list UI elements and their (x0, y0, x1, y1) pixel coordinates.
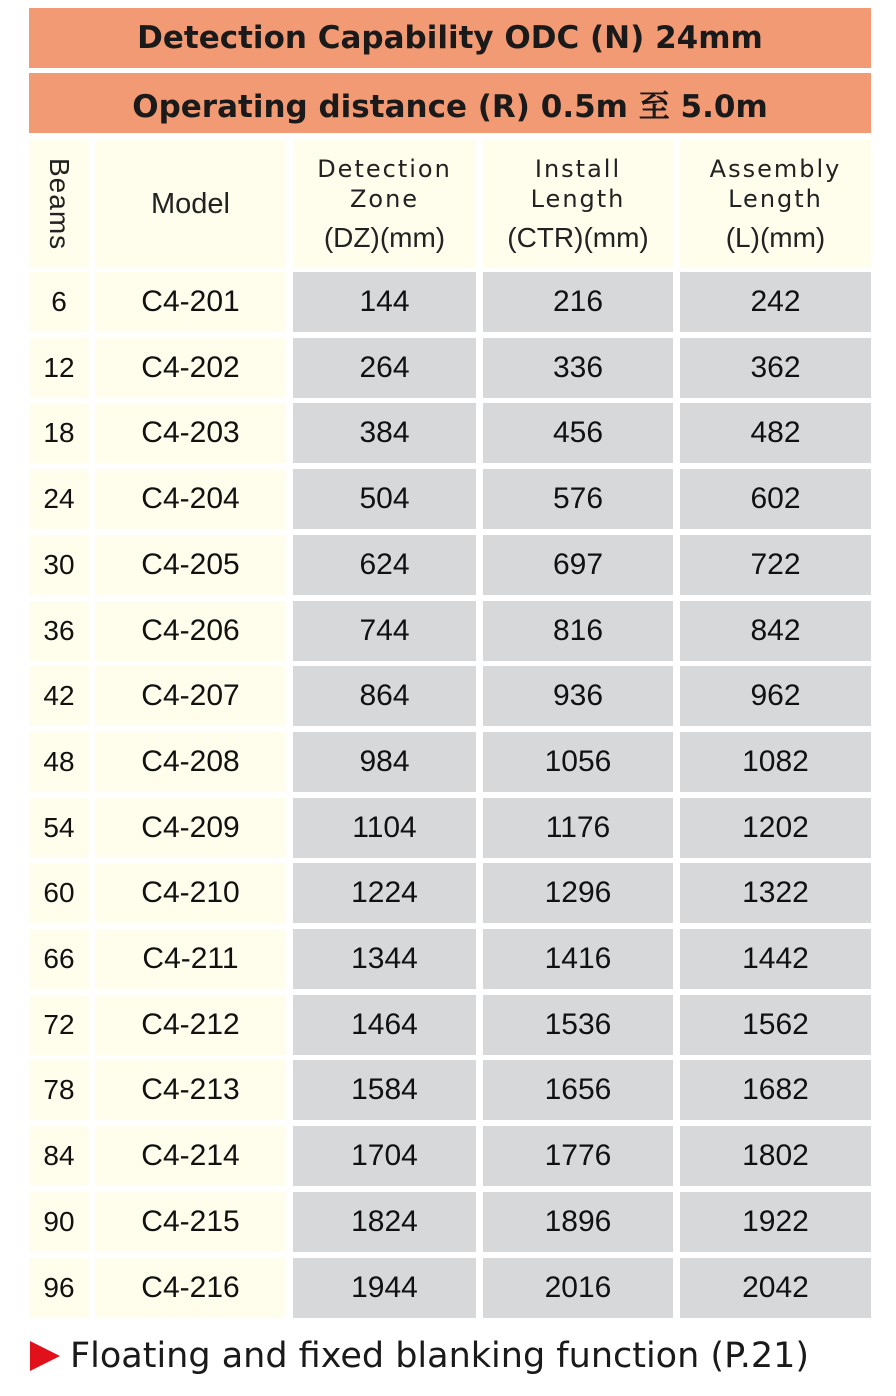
assembly-length-cell: 1802 (680, 1126, 871, 1186)
detection-zone-cell: 1704 (293, 1126, 476, 1186)
header-beams-label: Beams (44, 157, 75, 251)
install-length-cell: 1776 (483, 1126, 673, 1186)
beams-cell: 90 (29, 1192, 89, 1252)
install-length-cell: 1176 (483, 798, 673, 858)
detection-zone-cell: 1584 (293, 1060, 476, 1120)
model-cell: C4-214 (95, 1126, 286, 1186)
footer-note (30, 1332, 809, 1380)
beams-cell: 18 (29, 403, 89, 463)
assembly-length-cell: 842 (680, 601, 871, 661)
header-detection-zone-unit: (DZ)(mm) (323, 222, 446, 253)
assembly-length-cell: 1322 (680, 863, 871, 923)
model-cell: C4-206 (95, 601, 286, 661)
install-length-cell: 1416 (483, 929, 673, 989)
beams-cell: 12 (29, 338, 89, 398)
model-cell: C4-203 (95, 403, 286, 463)
install-length-cell: 216 (483, 272, 673, 332)
assembly-length-cell: 362 (680, 338, 871, 398)
model-cell: C4-204 (95, 469, 286, 529)
install-length-cell: 576 (483, 469, 673, 529)
beams-cell: 48 (29, 732, 89, 792)
header-detection-zone-title: Detection Zone (317, 155, 452, 213)
model-cell: C4-209 (95, 798, 286, 858)
header-model-label: Model (151, 187, 230, 220)
header-install-length (483, 140, 673, 268)
header-install-length-unit: (CTR)(mm) (507, 222, 649, 253)
header-model (95, 140, 286, 268)
model-cell: C4-213 (95, 1060, 286, 1120)
beams-cell: 84 (29, 1126, 89, 1186)
assembly-length-cell: 2042 (680, 1258, 871, 1318)
model-cell: C4-212 (95, 995, 286, 1055)
detection-zone-cell: 864 (293, 666, 476, 726)
header-assembly-length (680, 140, 871, 268)
install-length-cell: 336 (483, 338, 673, 398)
beams-cell: 6 (29, 272, 89, 332)
assembly-length-cell: 1682 (680, 1060, 871, 1120)
assembly-length-cell: 1562 (680, 995, 871, 1055)
detection-zone-cell: 1464 (293, 995, 476, 1055)
detection-zone-cell: 1824 (293, 1192, 476, 1252)
red-triangle-icon (30, 1341, 60, 1371)
model-cell: C4-207 (95, 666, 286, 726)
beams-cell: 24 (29, 469, 89, 529)
model-cell: C4-210 (95, 863, 286, 923)
model-cell: C4-202 (95, 338, 286, 398)
detection-zone-cell: 384 (293, 403, 476, 463)
model-cell: C4-211 (95, 929, 286, 989)
assembly-length-cell: 962 (680, 666, 871, 726)
install-length-cell: 936 (483, 666, 673, 726)
model-cell: C4-205 (95, 535, 286, 595)
header-detection-zone (293, 140, 476, 268)
assembly-length-cell: 482 (680, 403, 871, 463)
beams-cell: 42 (29, 666, 89, 726)
model-cell: C4-215 (95, 1192, 286, 1252)
assembly-length-cell: 1922 (680, 1192, 871, 1252)
install-length-cell: 1656 (483, 1060, 673, 1120)
detection-zone-cell: 144 (293, 272, 476, 332)
install-length-cell: 816 (483, 601, 673, 661)
install-length-cell: 697 (483, 535, 673, 595)
table-subtitle: Operating distance (R) 0.5m 至 5.0m (29, 73, 871, 133)
detection-zone-cell: 504 (293, 469, 476, 529)
detection-zone-cell: 744 (293, 601, 476, 661)
beams-cell: 36 (29, 601, 89, 661)
detection-zone-cell: 1104 (293, 798, 476, 858)
install-length-cell: 2016 (483, 1258, 673, 1318)
assembly-length-cell: 1202 (680, 798, 871, 858)
table-title: Detection Capability ODC (N) 24mm (29, 8, 871, 68)
footer-text: Floating and fixed blanking function (P.21) (70, 1336, 810, 1376)
model-cell: C4-216 (95, 1258, 286, 1318)
assembly-length-cell: 602 (680, 469, 871, 529)
detection-zone-cell: 984 (293, 732, 476, 792)
assembly-length-cell: 722 (680, 535, 871, 595)
detection-zone-cell: 1344 (293, 929, 476, 989)
install-length-cell: 1896 (483, 1192, 673, 1252)
detection-zone-cell: 1944 (293, 1258, 476, 1318)
detection-zone-cell: 1224 (293, 863, 476, 923)
install-length-cell: 1296 (483, 863, 673, 923)
beams-cell: 96 (29, 1258, 89, 1318)
detection-zone-cell: 264 (293, 338, 476, 398)
beams-cell: 60 (29, 863, 89, 923)
detection-zone-cell: 624 (293, 535, 476, 595)
install-length-cell: 1536 (483, 995, 673, 1055)
assembly-length-cell: 1082 (680, 732, 871, 792)
header-assembly-length-unit: (L)(mm) (725, 222, 826, 253)
install-length-cell: 456 (483, 403, 673, 463)
model-cell: C4-208 (95, 732, 286, 792)
beams-cell: 66 (29, 929, 89, 989)
beams-cell: 54 (29, 798, 89, 858)
header-install-length-title: Install Length (530, 155, 626, 213)
beams-cell: 72 (29, 995, 89, 1055)
model-cell: C4-201 (95, 272, 286, 332)
header-assembly-length-title: Assembly Length (709, 155, 842, 213)
assembly-length-cell: 242 (680, 272, 871, 332)
beams-cell: 30 (29, 535, 89, 595)
header-beams (29, 140, 89, 268)
assembly-length-cell: 1442 (680, 929, 871, 989)
install-length-cell: 1056 (483, 732, 673, 792)
beams-cell: 78 (29, 1060, 89, 1120)
